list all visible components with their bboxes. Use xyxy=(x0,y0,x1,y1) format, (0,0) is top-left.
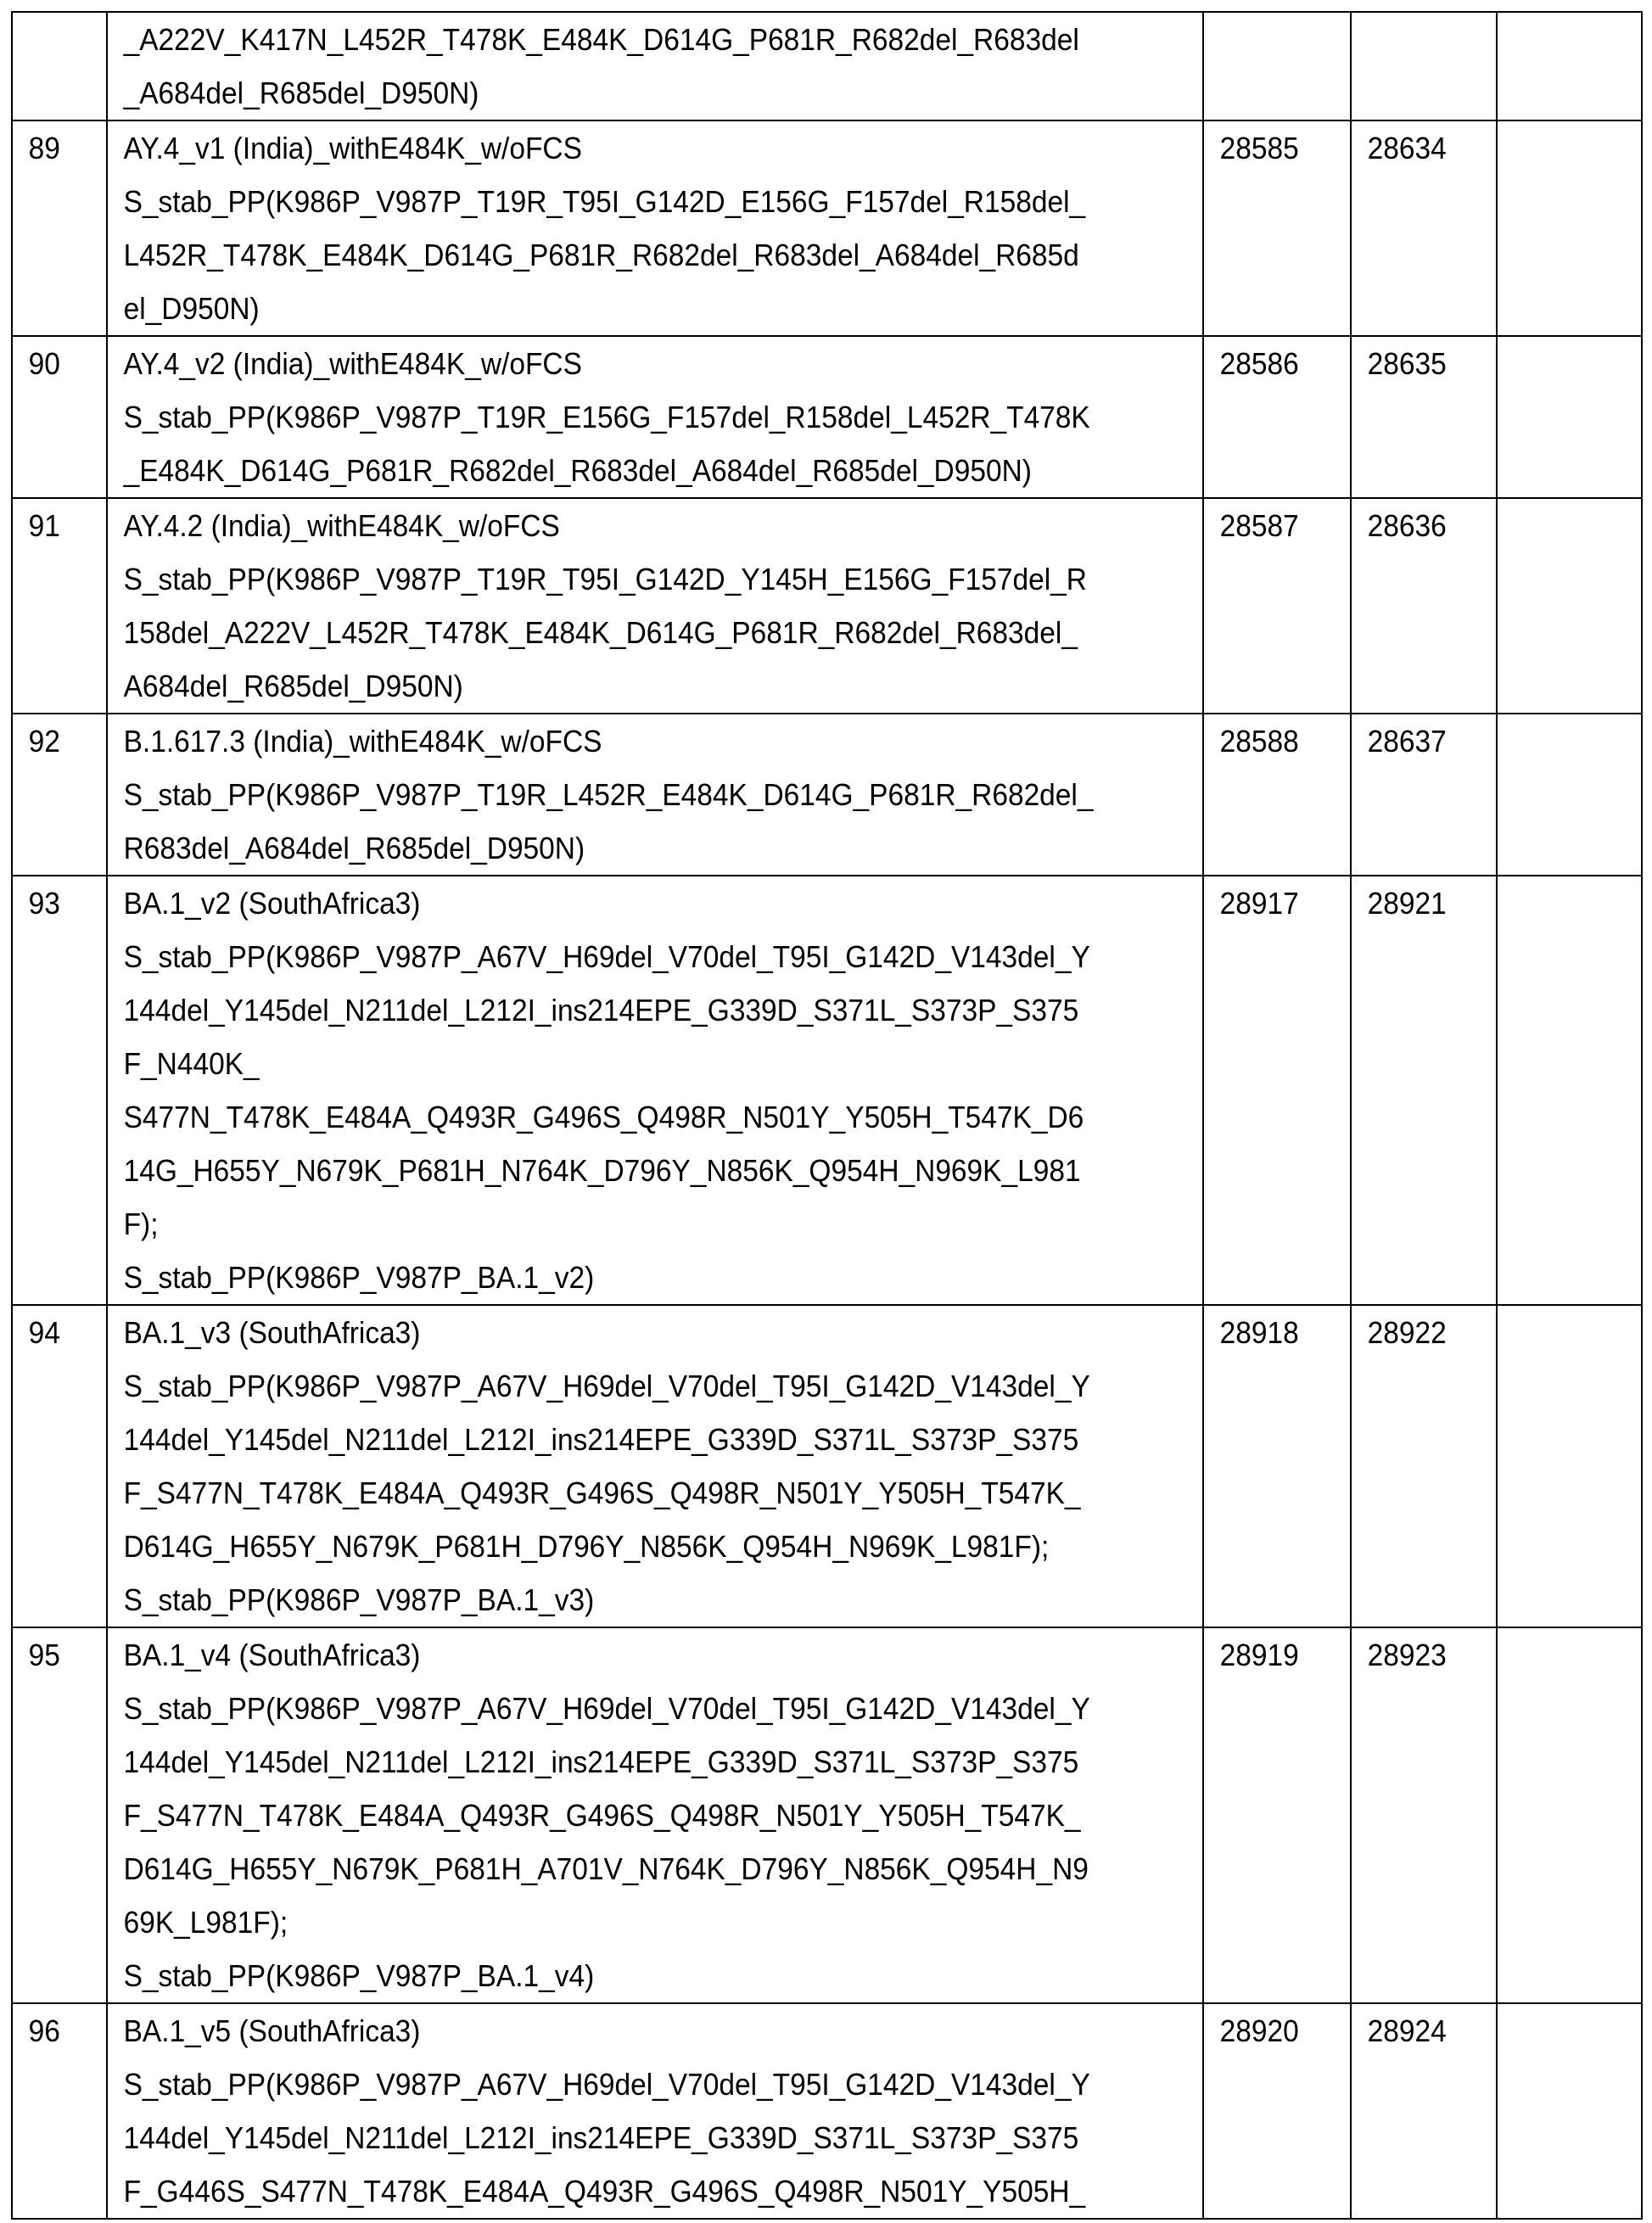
table-row xyxy=(12,498,1642,714)
seq-id-1-cell xyxy=(1203,498,1351,714)
description-line: 144del_Y145del_N211del_L212I_ins214EPE_G339D_S371L_S373P_S375 xyxy=(108,2111,1126,2164)
seq-id-2-cell-text: 28924 xyxy=(1352,2004,1486,2058)
row-number-cell-text: 89 xyxy=(13,121,99,175)
description-line: S_stab_PP(K986P_V987P_T19R_L452R_E484K_D614G_P681R_R682del_ xyxy=(108,768,1126,821)
description-line: F_N440K_ xyxy=(108,1037,1126,1090)
description-line: F); xyxy=(108,1197,1126,1251)
description-cell xyxy=(107,498,1203,714)
seq-id-2-cell xyxy=(1351,1305,1497,1627)
seq-id-1-cell-text: 28919 xyxy=(1204,1628,1340,1682)
description-line: S_stab_PP(K986P_V987P_BA.1_v4) xyxy=(108,1949,1126,2002)
table-row xyxy=(12,120,1642,336)
seq-id-2-cell-text: 28635 xyxy=(1352,337,1486,390)
extra-cell xyxy=(1497,1305,1642,1627)
seq-id-2-cell-text xyxy=(1352,13,1486,66)
row-number-cell xyxy=(12,498,107,714)
description-line: F_G446S_S477N_T478K_E484A_Q493R_G496S_Q498R_N501Y_Y505H_ xyxy=(108,2164,1126,2218)
table-row xyxy=(12,2003,1642,2219)
description-cell xyxy=(107,1627,1203,2003)
description-line: B.1.617.3 (India)_withE484K_w/oFCS xyxy=(108,714,1126,768)
seq-id-2-cell-text: 28922 xyxy=(1352,1306,1486,1359)
seq-id-2-cell xyxy=(1351,498,1497,714)
seq-id-2-cell xyxy=(1351,120,1497,336)
table-row xyxy=(12,1305,1642,1627)
row-number-cell xyxy=(12,1305,107,1627)
description-line: S477N_T478K_E484A_Q493R_G496S_Q498R_N501Y_Y505H_T547K_D6 xyxy=(108,1090,1126,1144)
extra-cell xyxy=(1497,714,1642,876)
description-cell xyxy=(107,336,1203,498)
description-line: F_S477N_T478K_E484A_Q493R_G496S_Q498R_N501Y_Y505H_T547K_ xyxy=(108,1789,1126,1842)
seq-id-1-cell xyxy=(1203,876,1351,1305)
description-cell xyxy=(107,2003,1203,2219)
description-line: S_stab_PP(K986P_V987P_T19R_E156G_F157del_R158del_L452R_T478K xyxy=(108,390,1126,444)
description-line: _A684del_R685del_D950N) xyxy=(108,66,1126,120)
row-number-cell-text: 90 xyxy=(13,337,99,390)
seq-id-1-cell xyxy=(1203,336,1351,498)
description-line: S_stab_PP(K986P_V987P_T19R_T95I_G142D_E156G_F157del_R158del_ xyxy=(108,175,1126,228)
extra-cell xyxy=(1497,1627,1642,2003)
extra-cell-text xyxy=(1498,1306,1631,1359)
seq-id-1-cell-text: 28585 xyxy=(1204,121,1340,175)
extra-cell-text xyxy=(1498,499,1631,552)
description-line: 69K_L981F); xyxy=(108,1895,1126,1949)
description-line: BA.1_v5 (SouthAfrica3) xyxy=(108,2004,1126,2058)
description-line: _A222V_K417N_L452R_T478K_E484K_D614G_P681R_R682del_R683del xyxy=(108,13,1126,66)
seq-id-2-cell xyxy=(1351,2003,1497,2219)
extra-cell xyxy=(1497,12,1642,120)
seq-id-2-cell xyxy=(1351,876,1497,1305)
description-line: S_stab_PP(K986P_V987P_A67V_H69del_V70del_T95I_G142D_V143del_Y xyxy=(108,1359,1126,1413)
row-number-cell xyxy=(12,12,107,120)
seq-id-2-cell xyxy=(1351,336,1497,498)
description-line: BA.1_v4 (SouthAfrica3) xyxy=(108,1628,1126,1682)
row-number-cell-text: 96 xyxy=(13,2004,99,2058)
seq-id-2-cell-text: 28637 xyxy=(1352,714,1486,768)
seq-id-2-cell xyxy=(1351,12,1497,120)
row-number-cell xyxy=(12,336,107,498)
row-number-cell-text xyxy=(13,13,99,66)
extra-cell xyxy=(1497,2003,1642,2219)
table-body xyxy=(12,12,1642,2219)
table-row xyxy=(12,1627,1642,2003)
description-line: S_stab_PP(K986P_V987P_BA.1_v2) xyxy=(108,1251,1126,1304)
seq-id-1-cell xyxy=(1203,2003,1351,2219)
description-line: S_stab_PP(K986P_V987P_A67V_H69del_V70del_T95I_G142D_V143del_Y xyxy=(108,1682,1126,1735)
row-number-cell xyxy=(12,876,107,1305)
extra-cell-text xyxy=(1498,1628,1631,1682)
description-line: BA.1_v3 (SouthAfrica3) xyxy=(108,1306,1126,1359)
seq-id-2-cell-text: 28921 xyxy=(1352,876,1486,930)
description-cell xyxy=(107,876,1203,1305)
seq-id-2-cell-text: 28923 xyxy=(1352,1628,1486,1682)
description-line: 144del_Y145del_N211del_L212I_ins214EPE_G339D_S371L_S373P_S375 xyxy=(108,1735,1126,1789)
seq-id-1-cell xyxy=(1203,120,1351,336)
seq-id-1-cell-text: 28587 xyxy=(1204,499,1340,552)
table-row xyxy=(12,876,1642,1305)
description-line: L452R_T478K_E484K_D614G_P681R_R682del_R683del_A684del_R685d xyxy=(108,228,1126,282)
row-number-cell-text: 91 xyxy=(13,499,99,552)
extra-cell xyxy=(1497,876,1642,1305)
seq-id-2-cell xyxy=(1351,714,1497,876)
description-line: A684del_R685del_D950N) xyxy=(108,659,1126,713)
description-line: S_stab_PP(K986P_V987P_BA.1_v3) xyxy=(108,1573,1126,1627)
seq-id-1-cell xyxy=(1203,1305,1351,1627)
description-line: S_stab_PP(K986P_V987P_T19R_T95I_G142D_Y145H_E156G_F157del_R xyxy=(108,552,1126,606)
row-number-cell xyxy=(12,1627,107,2003)
description-line: R683del_A684del_R685del_D950N) xyxy=(108,821,1126,875)
extra-cell-text xyxy=(1498,2004,1631,2058)
seq-id-1-cell-text: 28917 xyxy=(1204,876,1340,930)
seq-id-1-cell-text: 28588 xyxy=(1204,714,1340,768)
extra-cell-text xyxy=(1498,876,1631,930)
description-line: F_S477N_T478K_E484A_Q493R_G496S_Q498R_N501Y_Y505H_T547K_ xyxy=(108,1466,1126,1520)
extra-cell-text xyxy=(1498,714,1631,768)
row-number-cell xyxy=(12,120,107,336)
seq-id-2-cell-text: 28634 xyxy=(1352,121,1486,175)
row-number-cell xyxy=(12,2003,107,2219)
seq-id-1-cell xyxy=(1203,1627,1351,2003)
table-row xyxy=(12,336,1642,498)
row-number-cell-text: 95 xyxy=(13,1628,99,1682)
seq-id-1-cell-text: 28920 xyxy=(1204,2004,1340,2058)
seq-id-1-cell xyxy=(1203,12,1351,120)
extra-cell xyxy=(1497,120,1642,336)
seq-id-1-cell-text xyxy=(1204,13,1340,66)
extra-cell-text xyxy=(1498,337,1631,390)
description-line: 144del_Y145del_N211del_L212I_ins214EPE_G339D_S371L_S373P_S375 xyxy=(108,983,1126,1037)
extra-cell xyxy=(1497,498,1642,714)
row-number-cell-text: 92 xyxy=(13,714,99,768)
seq-id-1-cell-text: 28918 xyxy=(1204,1306,1340,1359)
description-line: S_stab_PP(K986P_V987P_A67V_H69del_V70del_T95I_G142D_V143del_Y xyxy=(108,2058,1126,2111)
seq-id-2-cell xyxy=(1351,1627,1497,2003)
description-line: AY.4_v2 (India)_withE484K_w/oFCS xyxy=(108,337,1126,390)
description-cell xyxy=(107,714,1203,876)
extra-cell-text xyxy=(1498,121,1631,175)
description-line: AY.4_v1 (India)_withE484K_w/oFCS xyxy=(108,121,1126,175)
description-line: D614G_H655Y_N679K_P681H_A701V_N764K_D796Y_N856K_Q954H_N9 xyxy=(108,1842,1126,1895)
description-line: 158del_A222V_L452R_T478K_E484K_D614G_P681R_R682del_R683del_ xyxy=(108,606,1126,659)
extra-cell xyxy=(1497,336,1642,498)
seq-id-1-cell xyxy=(1203,714,1351,876)
description-line: D614G_H655Y_N679K_P681H_D796Y_N856K_Q954H_N969K_L981F); xyxy=(108,1520,1126,1573)
description-line: BA.1_v2 (SouthAfrica3) xyxy=(108,876,1126,930)
table-row xyxy=(12,12,1642,120)
row-number-cell-text: 94 xyxy=(13,1306,99,1359)
description-line: 144del_Y145del_N211del_L212I_ins214EPE_G339D_S371L_S373P_S375 xyxy=(108,1413,1126,1466)
description-cell xyxy=(107,120,1203,336)
description-cell xyxy=(107,12,1203,120)
table-row xyxy=(12,714,1642,876)
row-number-cell xyxy=(12,714,107,876)
extra-cell-text xyxy=(1498,13,1631,66)
description-line: 14G_H655Y_N679K_P681H_N764K_D796Y_N856K_Q954H_N969K_L981 xyxy=(108,1144,1126,1197)
sequence-table xyxy=(11,11,1643,2220)
seq-id-1-cell-text: 28586 xyxy=(1204,337,1340,390)
description-line: AY.4.2 (India)_withE484K_w/oFCS xyxy=(108,499,1126,552)
row-number-cell-text: 93 xyxy=(13,876,99,930)
description-line: el_D950N) xyxy=(108,282,1126,335)
seq-id-2-cell-text: 28636 xyxy=(1352,499,1486,552)
description-cell xyxy=(107,1305,1203,1627)
description-line: S_stab_PP(K986P_V987P_A67V_H69del_V70del_T95I_G142D_V143del_Y xyxy=(108,930,1126,983)
description-line: _E484K_D614G_P681R_R682del_R683del_A684del_R685del_D950N) xyxy=(108,444,1126,497)
